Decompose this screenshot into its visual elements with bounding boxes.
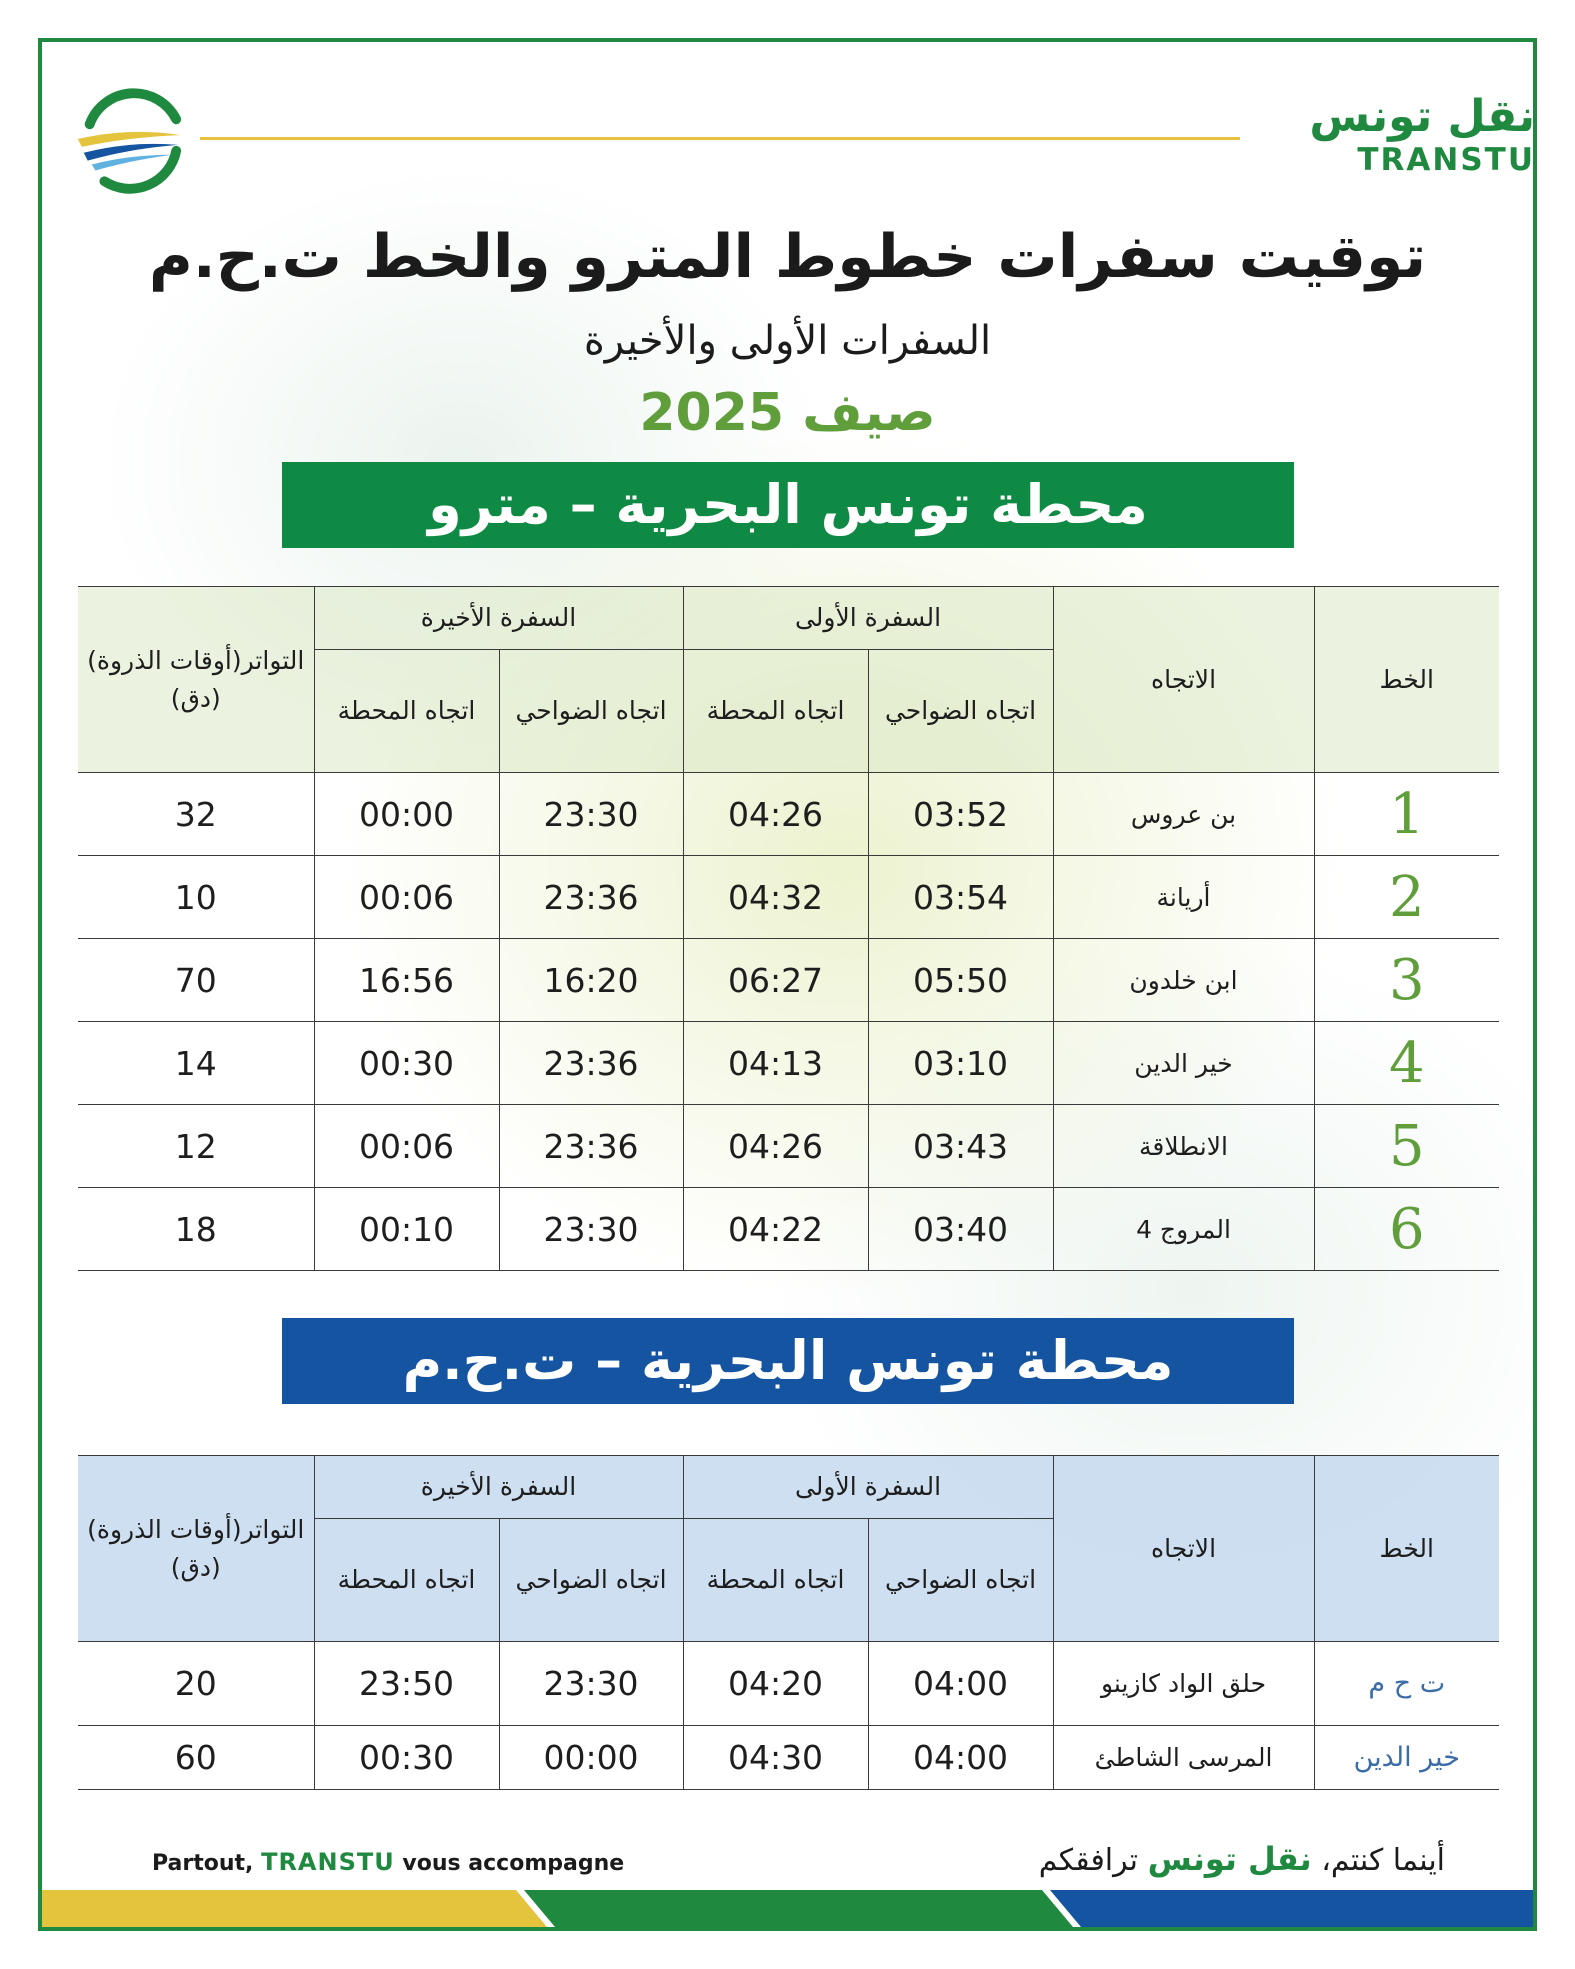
transtu-emblem-icon [70, 80, 188, 198]
last-suburbs-cell: 23:30 [499, 1642, 683, 1726]
first-station-cell: 06:27 [683, 939, 868, 1022]
first-station-cell: 04:20 [683, 1642, 868, 1726]
header-direction: الاتجاه [1053, 1456, 1314, 1642]
first-suburbs-cell: 03:54 [868, 856, 1053, 939]
header-first-to-suburbs: اتجاه الضواحي [868, 1519, 1053, 1642]
table-row [78, 1105, 1499, 1188]
brand-logo [1275, 91, 1535, 178]
last-station-cell: 00:30 [314, 1022, 499, 1105]
table-row [78, 856, 1499, 939]
header-first-trip: السفرة الأولى [683, 587, 1053, 650]
footer-ar-before: أينما كنتم، [1321, 1843, 1445, 1878]
frequency-cell: 14 [78, 1022, 314, 1105]
last-suburbs-cell: 23:30 [499, 1188, 683, 1271]
first-suburbs-cell: 05:50 [868, 939, 1053, 1022]
table-row [78, 939, 1499, 1022]
header-first-to-station: اتجاه المحطة [683, 1519, 868, 1642]
frequency-cell: 60 [78, 1726, 314, 1790]
metro-timetable [78, 586, 1499, 1271]
frequency-cell: 10 [78, 856, 314, 939]
footer-ar-after: ترافقكم [1038, 1843, 1139, 1878]
last-suburbs-cell: 23:36 [499, 1105, 683, 1188]
header-first-to-station: اتجاه المحطة [683, 650, 868, 773]
header-last-to-station: اتجاه المحطة [314, 650, 499, 773]
direction-cell: ابن خلدون [1053, 939, 1314, 1022]
last-suburbs-cell: 00:00 [499, 1726, 683, 1790]
table-row [78, 773, 1499, 856]
last-station-cell: 00:30 [314, 1726, 499, 1790]
frequency-cell: 18 [78, 1188, 314, 1271]
table-row [78, 1022, 1499, 1105]
header-first-trip: السفرة الأولى [683, 1456, 1053, 1519]
last-suburbs-cell: 23:36 [499, 856, 683, 939]
direction-cell: أريانة [1053, 856, 1314, 939]
footer-ar-brand: نقل تونس [1147, 1840, 1312, 1878]
header-frequency: التواتر(أوقات الذروة) (دق) [78, 587, 314, 773]
first-suburbs-cell: 03:40 [868, 1188, 1053, 1271]
direction-cell: حلق الواد كازينو [1053, 1642, 1314, 1726]
footer-fr-after: vous accompagne [402, 1851, 625, 1876]
first-suburbs-cell: 03:43 [868, 1105, 1053, 1188]
header-last-trip: السفرة الأخيرة [314, 1456, 683, 1519]
frequency-cell: 32 [78, 773, 314, 856]
season-label: صيف 2025 [639, 383, 936, 443]
line-number: 4 [1314, 1022, 1499, 1105]
last-station-cell: 00:06 [314, 1105, 499, 1188]
direction-cell: خير الدين [1053, 1022, 1314, 1105]
first-station-cell: 04:26 [683, 773, 868, 856]
header-rule [200, 137, 1240, 140]
last-station-cell: 23:50 [314, 1642, 499, 1726]
tgm-banner: محطة تونس البحرية – ت.ح.م [282, 1318, 1294, 1404]
tgm-timetable [78, 1455, 1499, 1790]
footer-color-stripes [42, 1890, 1533, 1927]
last-station-cell: 00:10 [314, 1188, 499, 1271]
last-suburbs-cell: 23:30 [499, 773, 683, 856]
line-number: 1 [1314, 773, 1499, 856]
line-number: 6 [1314, 1188, 1499, 1271]
first-station-cell: 04:30 [683, 1726, 868, 1790]
brand-name-en: TRANSTU [1357, 142, 1535, 178]
last-suburbs-cell: 23:36 [499, 1022, 683, 1105]
direction-cell: المرسى الشاطئ [1053, 1726, 1314, 1790]
frequency-cell: 20 [78, 1642, 314, 1726]
direction-cell: الانطلاقة [1053, 1105, 1314, 1188]
frequency-cell: 70 [78, 939, 314, 1022]
table-row [78, 1642, 1499, 1726]
line-number: 2 [1314, 856, 1499, 939]
last-suburbs-cell: 16:20 [499, 939, 683, 1022]
header-first-to-suburbs: اتجاه الضواحي [868, 650, 1053, 773]
first-station-cell: 04:22 [683, 1188, 868, 1271]
direction-cell: المروج 4 [1053, 1188, 1314, 1271]
footer-slogan-fr [152, 1848, 624, 1876]
last-station-cell: 00:00 [314, 773, 499, 856]
header-last-to-suburbs: اتجاه الضواحي [499, 1519, 683, 1642]
page-title: توقيت سفرات خطوط المترو والخط ت.ح.م [148, 222, 1427, 292]
footer-fr-brand: TRANSTU [261, 1848, 395, 1876]
header-line: الخط [1314, 1456, 1499, 1642]
footer-fr-before: Partout, [152, 1851, 254, 1876]
header-frequency: التواتر(أوقات الذروة) (دق) [78, 1456, 314, 1642]
line-number: 5 [1314, 1105, 1499, 1188]
last-station-cell: 00:06 [314, 856, 499, 939]
direction-cell: بن عروس [1053, 773, 1314, 856]
header-direction: الاتجاه [1053, 587, 1314, 773]
brand-name-ar: نقل تونس [1309, 91, 1535, 142]
first-station-cell: 04:26 [683, 1105, 868, 1188]
line-name: ت ح م [1314, 1642, 1499, 1726]
table-row [78, 1188, 1499, 1271]
first-suburbs-cell: 04:00 [868, 1726, 1053, 1790]
header-line: الخط [1314, 587, 1499, 773]
last-station-cell: 16:56 [314, 939, 499, 1022]
frequency-cell: 12 [78, 1105, 314, 1188]
first-station-cell: 04:32 [683, 856, 868, 939]
footer-slogan-ar [1039, 1840, 1445, 1878]
first-station-cell: 04:13 [683, 1022, 868, 1105]
page-subtitle: السفرات الأولى والأخيرة [583, 318, 992, 364]
table-row [78, 1726, 1499, 1790]
first-suburbs-cell: 03:52 [868, 773, 1053, 856]
first-suburbs-cell: 03:10 [868, 1022, 1053, 1105]
header-last-to-suburbs: اتجاه الضواحي [499, 650, 683, 773]
line-name: خير الدين [1314, 1726, 1499, 1790]
header-last-trip: السفرة الأخيرة [314, 587, 683, 650]
metro-banner: محطة تونس البحرية – مترو [282, 462, 1294, 548]
header-last-to-station: اتجاه المحطة [314, 1519, 499, 1642]
line-number: 3 [1314, 939, 1499, 1022]
first-suburbs-cell: 04:00 [868, 1642, 1053, 1726]
